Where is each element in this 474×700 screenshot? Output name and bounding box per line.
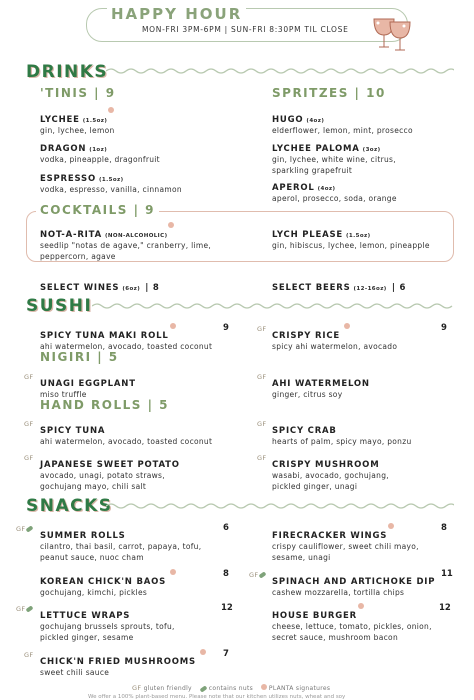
menu-item [40, 371, 136, 401]
item-name: FIRECRACKER WINGS [272, 531, 388, 541]
item-desc: ahi watermelon, avocado, toasted coconut [40, 342, 213, 351]
item-desc: vodka, espresso, vanilla, cinnamon [40, 185, 182, 194]
happy-hour-times: MON-FRI 3PM-6PM | SUN-FRI 8:30PM TIL CLOSE [142, 25, 349, 34]
legend [132, 684, 330, 692]
wines-size: (6oz) [122, 286, 141, 292]
item-name: HUGO [272, 115, 304, 125]
cocktail-glasses-icon [368, 13, 418, 55]
planta-signature-icon [108, 107, 114, 113]
nut-icon [26, 525, 34, 532]
gluten-friendly-badge: GF [24, 454, 34, 462]
divider-wave [92, 302, 454, 310]
item-desc: hearts of palm, spicy mayo, ponzu [272, 437, 412, 446]
item-price: 7 [223, 649, 229, 659]
item-name: LYCHEE PALOMA [272, 144, 360, 154]
item-name: CRISPY RICE [272, 331, 340, 341]
menu-item [40, 649, 206, 679]
beers-label: SELECT BEERS [272, 283, 351, 293]
menu-item [272, 136, 396, 176]
item-name: HOUSE BURGER [272, 611, 357, 621]
happy-hour-title: HAPPY HOUR [107, 5, 246, 23]
item-desc: seedlip "notas de agave," cranberry, lime, [40, 241, 212, 250]
item-price: 12 [221, 603, 233, 613]
item-name: LYCH PLEASE [272, 230, 344, 240]
item-size: (1.5oz) [99, 177, 124, 183]
gluten-friendly-badge: GF [24, 651, 34, 659]
item-name: ESPRESSO [40, 174, 96, 184]
menu-item [272, 107, 413, 137]
item-desc: cheese, lettuce, tomato, pickles, onion, [272, 622, 432, 631]
item-desc: miso truffle [40, 390, 87, 399]
gluten-friendly-badge: GF [257, 373, 267, 381]
category-spritzes: SPRITZES | 10 [272, 86, 386, 100]
item-size: (1oz) [89, 147, 108, 153]
category-tinis: 'TINIS | 9 [40, 86, 116, 100]
item-desc: pickled ginger, sesame [40, 632, 134, 642]
nut-icon [259, 571, 267, 578]
item-size: (NON-ALCOHOLIC) [104, 233, 168, 239]
menu-item [272, 222, 430, 252]
gf-label: GF [16, 525, 26, 533]
gluten-friendly-badge: GF [257, 325, 267, 333]
item-size: (4oz) [306, 118, 325, 124]
planta-signature-icon [344, 323, 350, 329]
item-name: AHI WATERMELON [272, 379, 370, 389]
gluten-friendly-badge: GF [257, 420, 267, 428]
item-desc: sparkling grapefruit [272, 165, 353, 175]
section-title-snacks: SNACKS [26, 496, 113, 516]
item-price: 8 [441, 523, 447, 533]
item-name: JAPANESE SWEET POTATO [40, 460, 180, 470]
menu-item [272, 418, 412, 448]
item-desc: spicy ahi watermelon, avocado [272, 342, 398, 351]
item-name: CRISPY MUSHROOM [272, 460, 380, 470]
gf-label: GF [16, 605, 26, 613]
item-name: NOT-A-RITA [40, 230, 102, 240]
menu-item [40, 222, 211, 262]
planta-signature-icon [170, 323, 176, 329]
item-name: DRAGON [40, 144, 87, 154]
item-name: SPINACH AND ARTICHOKE DIP [272, 577, 436, 587]
item-price: 9 [441, 323, 447, 333]
category-nigiri: NIGIRI | 5 [40, 350, 119, 364]
item-desc: ahi watermelon, avocado, toasted coconut [40, 437, 213, 446]
item-size: (1.5oz) [82, 118, 108, 124]
select-wines [40, 275, 160, 294]
item-size: (3oz) [362, 147, 381, 153]
item-price: 11 [441, 569, 453, 579]
menu-item [40, 107, 115, 137]
item-name: LYCHEE [40, 115, 80, 125]
divider-wave [106, 502, 454, 510]
item-desc: gochujang, kimchi, pickles [40, 588, 148, 597]
menu-item [40, 452, 180, 492]
menu-item [40, 166, 182, 196]
gluten-friendly-badge [249, 571, 266, 579]
nut-icon [199, 685, 207, 692]
gf-label: GF [249, 571, 259, 579]
item-desc: gin, lychee, lemon [40, 126, 115, 135]
item-desc: sesame, unagi [272, 552, 331, 562]
menu-item [272, 603, 432, 643]
item-desc: vodka, pineapple, dragonfruit [40, 155, 160, 164]
gf-legend-mark: GF [132, 684, 142, 692]
category-cocktails: COCKTAILS | 9 [36, 203, 159, 217]
menu-item [272, 323, 397, 353]
menu-item [272, 523, 419, 563]
menu-item [272, 175, 397, 205]
item-name: SPICY TUNA MAKI ROLL [40, 331, 169, 341]
nut-icon [26, 605, 34, 612]
item-name: APEROL [272, 183, 315, 193]
nuts-legend-label: contains nuts [208, 685, 254, 692]
menu-item [272, 371, 370, 401]
planta-signature-icon [168, 222, 174, 228]
item-desc: avocado, unagi, potato straws, [40, 471, 165, 480]
item-desc: sweet chili sauce [40, 668, 110, 677]
item-price: 12 [439, 603, 451, 613]
wines-label: SELECT WINES [40, 283, 120, 293]
beers-price: | 6 [391, 283, 407, 293]
item-name: SPICY CRAB [272, 426, 337, 436]
section-title-sushi: SUSHI [26, 296, 93, 316]
planta-legend-label: PLANTA signatures [268, 685, 331, 692]
item-desc: gin, lychee, white wine, citrus, [272, 155, 396, 164]
beers-size: (12-16oz) [353, 286, 387, 292]
item-name: CHICK'N FRIED MUSHROOMS [40, 657, 196, 667]
item-desc: aperol, prosecco, soda, orange [272, 194, 397, 203]
select-beers [272, 275, 406, 294]
menu-item [272, 452, 389, 492]
gluten-friendly-badge: GF [24, 373, 34, 381]
menu-item [40, 136, 160, 166]
section-title-drinks: DRINKS [26, 62, 109, 82]
allergen-footnote: We offer a 100% plant-based menu. Please note that our kitchen utilizes nuts, wheat and soy [88, 694, 346, 700]
wines-price: | 8 [145, 283, 160, 293]
planta-signature-icon [170, 569, 176, 575]
item-name: KOREAN CHICK'N BAOS [40, 577, 167, 587]
divider-wave [106, 67, 454, 75]
gluten-friendly-badge: GF [257, 454, 267, 462]
gluten-friendly-badge [16, 525, 33, 533]
menu-item [40, 569, 176, 599]
item-desc: ginger, citrus soy [272, 390, 343, 399]
item-desc: gochujang brussels sprouts, tofu, [40, 622, 175, 631]
item-desc: pickled ginger, unagi [272, 481, 358, 491]
item-price: 9 [223, 323, 229, 333]
menu-item [40, 323, 212, 353]
item-size: (4oz) [317, 186, 336, 192]
planta-signature-icon [388, 523, 394, 529]
item-desc: wasabi, avocado, gochujang, [272, 471, 389, 480]
category-hand-rolls: HAND ROLLS | 5 [40, 398, 169, 412]
gluten-friendly-badge: GF [24, 420, 34, 428]
menu-item [272, 569, 435, 599]
item-name: SPICY TUNA [40, 426, 106, 436]
item-name: UNAGI EGGPLANT [40, 379, 136, 389]
item-desc: secret sauce, mushroom bacon [272, 632, 398, 642]
item-price: 6 [223, 523, 229, 533]
item-desc: peanut sauce, nuoc cham [40, 552, 144, 562]
planta-signature-icon [200, 649, 206, 655]
gluten-friendly-badge [16, 605, 33, 613]
menu-item [40, 523, 201, 563]
item-desc: crispy cauliflower, sweet chili mayo, [272, 542, 419, 551]
menu-item [40, 603, 175, 643]
menu-item [40, 418, 212, 448]
item-size: (1.5oz) [346, 233, 371, 239]
planta-signature-icon [358, 603, 364, 609]
item-desc: peppercorn, agave [40, 251, 116, 261]
item-desc: gochujang mayo, chili salt [40, 481, 147, 491]
item-desc: gin, hibiscus, lychee, lemon, pineapple [272, 241, 430, 250]
item-name: LETTUCE WRAPS [40, 611, 131, 621]
item-name: SUMMER ROLLS [40, 531, 126, 541]
item-desc: elderflower, lemon, mint, prosecco [272, 126, 413, 135]
item-price: 8 [223, 569, 229, 579]
item-desc: cilantro, thai basil, carrot, papaya, tofu, [40, 542, 202, 551]
planta-signature-icon [261, 684, 267, 690]
item-desc: cashew mozzarella, tortilla chips [272, 588, 405, 597]
gf-legend-label: gluten friendly [143, 685, 192, 692]
